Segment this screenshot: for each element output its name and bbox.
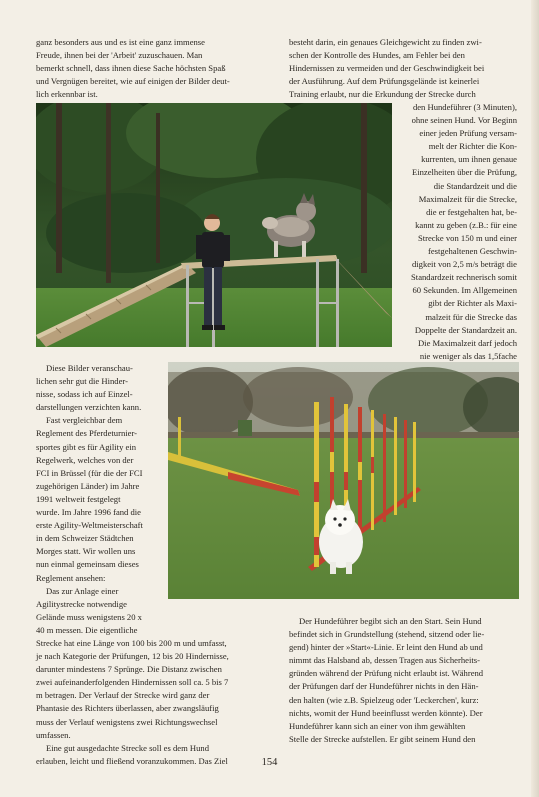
text-line: zugehörigen Länder) im Jahre (36, 480, 140, 491)
photo-weave-poles-spitz (168, 362, 519, 599)
text-line: Hindernissen zu vermeiden und der Geschwindigkeit bei (289, 63, 485, 74)
text-line: der Ausführung. Auf dem Prüfungsgelände ist keinerlei (289, 76, 480, 87)
text-line: 40 m messen. Die eigentliche (36, 624, 138, 635)
text-line: lichen sehr gut die Hinder- (36, 376, 128, 387)
text-line: Eine gut ausgedachte Strecke soll es dem Hund (46, 742, 209, 753)
text-line: besteht darin, ein genaues Gleichgewicht zu finden zwi- (289, 37, 482, 47)
text-line: Das zur Anlage einer (46, 585, 119, 596)
text-line: nimmt das Halsband ab, dessen Tragen aus Sicherheits- (289, 655, 480, 666)
text-line: zwei aufeinanderfolgenden Hindernissen soll ca. 5 bis 7 (36, 677, 229, 688)
text-line: Regelwerk, welches von der (36, 454, 134, 465)
text-line: Strecke von 150 m und einer (417, 232, 517, 243)
text-line: digkeit von 2,5 m/s beträgt die (411, 259, 517, 270)
text-line: umfassen. (36, 729, 71, 740)
page-number: 154 (261, 757, 278, 768)
text-line: Reglement des Pferdeturnier- (36, 428, 138, 439)
text-line: der Prüfungen darf der Hundeführer nichts in den Hän- (289, 681, 479, 692)
text-line: den Hundeführer (3 Minuten), (412, 102, 517, 112)
text-line: Fast vergleichbar dem (46, 415, 123, 426)
text-line: Diese Bilder veranschau- (46, 363, 133, 373)
text-line: den halten (wie z.B. Spielzeug oder 'Leckerchen', kurz: (289, 694, 479, 705)
text-line: m betragen. Der Verlauf der Strecke wird ganz der (36, 690, 210, 701)
weave-poles-photo-illustration (168, 362, 519, 599)
text-line: Strecke hat eine Länge von 100 bis 200 m und umfasst, (36, 638, 227, 648)
text-line: nun einmal gemeinsam dieses (36, 559, 139, 570)
right-column-bottom-text (289, 615, 517, 746)
dog-walk-photo-illustration (36, 103, 392, 347)
text-line: darstellungen verzichten kann. (36, 402, 142, 413)
text-line: Doppelte der Standardzeit an. (414, 324, 517, 335)
text-line: gründen während der Prüfung nicht erlaubt ist. Während (289, 668, 484, 679)
text-line: Training erlaubt, nur die Erkundung der Strecke durch (289, 89, 476, 100)
text-line: Maximalzeit für die Strecke, (418, 193, 517, 204)
text-line: darunter mindestens 7 Sprünge. Die Distanz zwischen (36, 664, 222, 675)
text-line: erste Agility-Weltmeisterschaft (36, 520, 143, 531)
text-line: Morges statt. Wir wollen uns (36, 546, 136, 557)
text-line: und Vergnügen bereitet, wie auf einigen der Bilder deut- (36, 76, 230, 87)
text-line: melt der Richter die Kon- (428, 141, 517, 152)
text-line: Hundeführer kann sich an einer von ihm gewählten (289, 720, 466, 731)
text-line: ganz besonders aus und es ist eine ganz immense (36, 37, 205, 47)
text-line: einer jeden Prüfung versam- (419, 128, 517, 139)
text-line: Phantasie des Richters überlassen, aber zwangsläufig (36, 703, 219, 714)
text-line: Reglement ansehen: (36, 572, 106, 583)
text-line: in dem Schweizer Städtchen (36, 533, 134, 544)
text-line: sportes gibt es für Agility ein (36, 441, 137, 452)
text-line: festgehaltenen Geschwin- (427, 246, 517, 257)
left-narrow-text (36, 362, 162, 637)
text-line: die Standardzeit und die (433, 180, 517, 191)
text-line: Stelle der Strecke aufstellen. Er gibt seinem Hund den (289, 733, 476, 744)
text-line: 1991 weltweit festgelegt (36, 493, 121, 504)
left-column-bottom-text (36, 637, 270, 768)
right-narrow-text (396, 101, 517, 376)
text-line: muss der Verlauf wenigstens zwei Richtungswechsel (36, 716, 218, 727)
text-line: Die Maximalzeit darf jedoch (417, 337, 517, 348)
text-line: Gelände muss wenigstens 20 x (36, 611, 142, 622)
photo-agility-dog-walk (36, 103, 392, 347)
text-line: gibt der Richter als Maxi- (428, 298, 517, 309)
text-line: malzeit für die Strecke das (425, 311, 517, 322)
right-column-top-text (289, 36, 517, 101)
text-line: wurde. Im Jahre 1996 fand die (36, 507, 142, 518)
text-line: die er festgehalten hat, be- (426, 206, 517, 217)
page-edge-shadow (531, 0, 539, 797)
text-line: nie weniger als das 1,5fache (419, 350, 517, 361)
text-line: Standardzeit rechnerisch somit (411, 272, 517, 283)
text-line: nichts, womit der Hund beeinflusst werden könnte). Der (289, 707, 483, 718)
text-line: 60 Sekunden. Im Allgemeinen (412, 285, 517, 296)
text-line: Einzelheiten über die Prüfung, (411, 167, 517, 178)
text-line: ohne seinen Hund. Vor Beginn (411, 115, 517, 126)
text-line: gend) hinter der »Start«-Linie. Er leint den Hund ab und (289, 642, 483, 653)
text-line: nisse, sodass ich auf Einzel- (36, 389, 133, 400)
text-line: Freude, ihnen bei der 'Arbeit' zuzuschauen. Man (36, 50, 203, 61)
text-line: kannt zu geben (z.B.: für eine (415, 219, 517, 230)
text-line: FCI in Brüssel (für die der FCI (36, 467, 143, 478)
text-line: lich erkennbar ist. (36, 89, 98, 100)
text-line: je nach Kategorie der Prüfungen, 12 bis 20 Hindernisse, (36, 651, 229, 662)
text-line: Der Hundeführer begibt sich an den Start. Sein Hund (299, 616, 482, 626)
text-line: kurrenten, um ihnen genaue (421, 154, 517, 165)
text-line: Agilitystrecke notwendige (36, 598, 127, 609)
text-line: befindet sich in Grundstellung (stehend, sitzend oder lie- (289, 629, 485, 640)
text-line: schen der Kontrolle des Hundes, am Fehler bei den (289, 50, 465, 61)
text-line: bemerkt schnell, dass ihnen diese Sache höchsten Spaß (36, 63, 226, 74)
left-column-top-text (36, 36, 270, 101)
text-line: erlauben, leicht und fließend voranzukommen. Das Ziel (36, 755, 228, 766)
